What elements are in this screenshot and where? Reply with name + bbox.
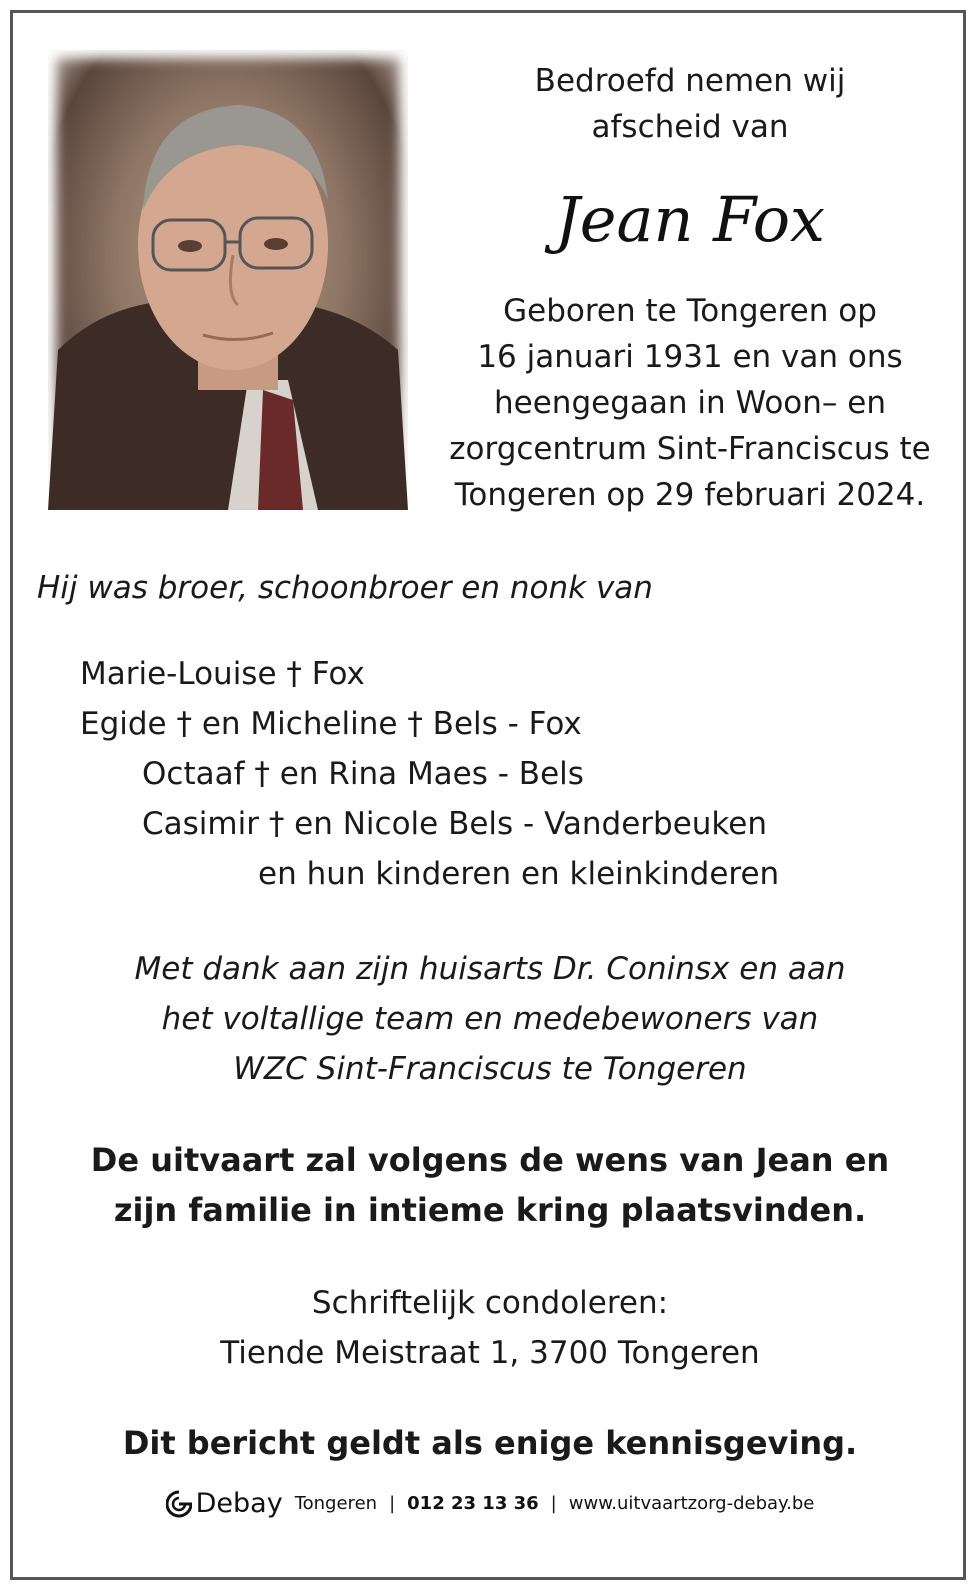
intro-line: afscheid van bbox=[591, 109, 789, 145]
deceased-name: Jean Fox bbox=[554, 183, 826, 256]
birth-line: zorgcentrum Sint-Franciscus te bbox=[449, 431, 931, 467]
intro-text bbox=[420, 58, 960, 150]
thanks-text bbox=[0, 944, 980, 1094]
intro-line: Bedroefd nemen wij bbox=[534, 63, 846, 99]
birth-line: Tongeren op 29 februari 2024. bbox=[454, 477, 926, 513]
debay-logo-icon bbox=[166, 1489, 192, 1519]
relative-line: en hun kinderen en kleinkinderen bbox=[258, 856, 780, 892]
birth-line: heengegaan in Woon– en bbox=[494, 385, 886, 421]
birth-death-details bbox=[420, 288, 960, 518]
relative-line: Octaaf † en Rina Maes - Bels bbox=[142, 756, 584, 792]
portrait-illustration bbox=[48, 50, 408, 510]
notice-text: Dit bericht geldt als enige kennisgeving. bbox=[122, 1424, 858, 1462]
birth-line: Geboren te Tongeren op bbox=[503, 293, 877, 329]
thanks-line: het voltallige team en medebewoners van bbox=[161, 1001, 819, 1037]
thanks-line: Met dank aan zijn huisarts Dr. Coninsx en aan bbox=[134, 951, 846, 987]
footer-city: Tongeren bbox=[294, 1493, 378, 1514]
funeral-home-footer bbox=[0, 1488, 980, 1519]
brand-name: Debay bbox=[195, 1488, 283, 1519]
footer-website-link[interactable]: www.uitvaartzorg-debay.be bbox=[568, 1493, 815, 1514]
relation-intro: Hij was broer, schoonbroer en nonk van bbox=[37, 570, 653, 606]
footer-separator: | bbox=[550, 1493, 557, 1514]
debay-logo bbox=[166, 1488, 283, 1519]
funeral-text bbox=[0, 1135, 980, 1235]
funeral-line: De uitvaart zal volgens de wens van Jean en bbox=[90, 1141, 890, 1179]
condolence-address bbox=[0, 1278, 980, 1378]
footer-phone[interactable]: 012 23 13 36 bbox=[407, 1493, 539, 1514]
condolence-line: Schriftelijk condoleren: bbox=[311, 1285, 669, 1321]
relative-line: Marie-Louise † Fox bbox=[80, 656, 365, 692]
relative-line: Casimir † en Nicole Bels - Vanderbeuken bbox=[142, 806, 767, 842]
footer-separator: | bbox=[389, 1493, 396, 1514]
funeral-line: zijn familie in intieme kring plaatsvinden. bbox=[113, 1191, 867, 1229]
portrait-photo bbox=[48, 50, 408, 510]
thanks-line: WZC Sint-Franciscus te Tongeren bbox=[233, 1051, 747, 1087]
birth-line: 16 januari 1931 en van ons bbox=[477, 339, 903, 375]
relative-line: Egide † en Micheline † Bels - Fox bbox=[80, 706, 582, 742]
condolence-line: Tiende Meistraat 1, 3700 Tongeren bbox=[220, 1335, 760, 1371]
